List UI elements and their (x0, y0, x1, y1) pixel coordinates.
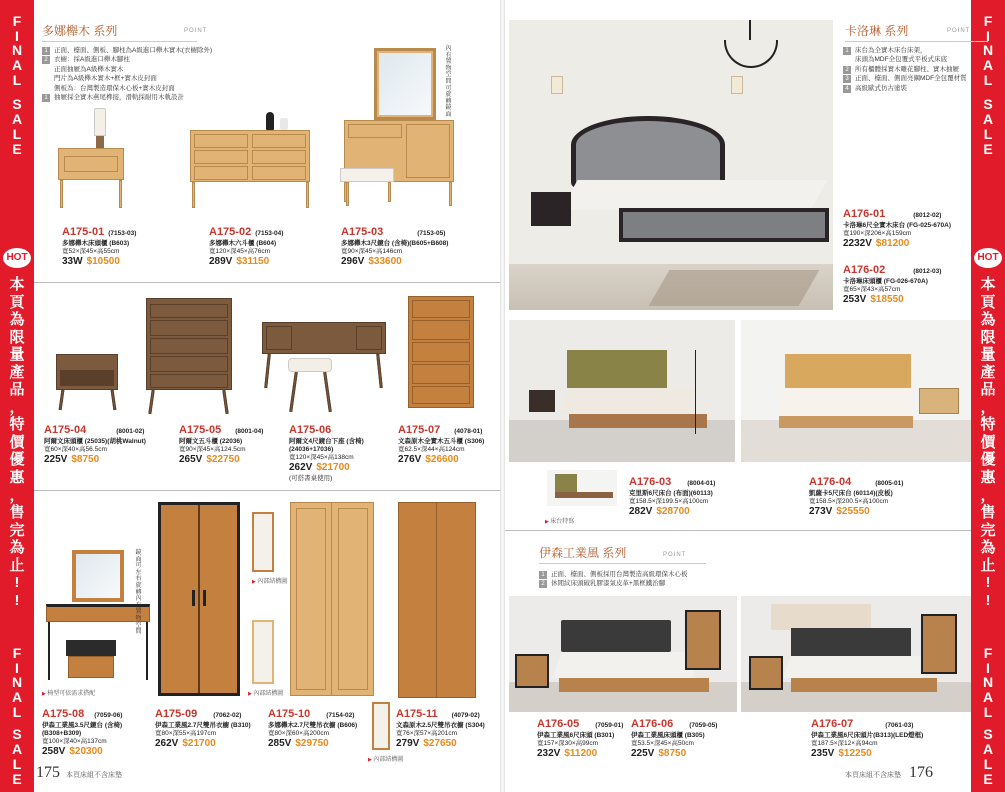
product-A176-07: A176-07 (7061-03) 伊森工業風6尺床頭片(B313)(LED燈框) 寬187.5×深12×高94cm 235V $12250 (811, 718, 924, 759)
mirror-side-note: 鏡面可左右旋轉內有置物空間 (135, 550, 142, 636)
inner-view-note: ▶ 內部結構圖 (252, 576, 287, 585)
wardrobe-interior-thumb (252, 512, 274, 572)
mirror-side-note: 內有置物空間可旋轉鏡面 (445, 46, 452, 118)
series-title: 卡洛琳 系列 (845, 24, 909, 38)
feature-item: 4 高級歐式仿古塗裝 (843, 84, 967, 93)
section-divider (34, 282, 500, 283)
ethan-led-bed-photo (741, 596, 971, 712)
feature-item: 3 正面、檯面、側面亮鋼MDF全包覆材質 (843, 74, 967, 83)
page-footer: 175 本頁床組不含床墊 (36, 764, 122, 781)
inner-view-note: ▶ 內部結構圖 (368, 754, 403, 763)
product-A175-02: A175-02 (7153-04) 多娜櫸木六斗櫃 (B604) 寬120×深45×高76cm 289V $31150 (209, 226, 284, 267)
right-page (505, 0, 971, 792)
feature-list (843, 46, 967, 93)
product-A175-10: A175-10 (7154-02) 多娜櫸木2.7尺雙吊衣櫥 (B606) 寬80×深60×高200cm 285V $29750 (268, 708, 358, 749)
page-footer: 本頁床組不含床墊 176 (845, 764, 933, 781)
hot-badge: HOT (974, 248, 1002, 268)
right-sale-banner (971, 0, 1005, 792)
product-A175-06: A175-06 阿爾文4尺鏡台下座 (含椅) (24036+17036) 寬120×深45×高138cm 262V $21700 (可搭書桌使用) (289, 424, 364, 482)
point-label: POINT (947, 28, 971, 34)
rack-note: ▶ 椅型可依需求搭配 (42, 688, 95, 697)
feature-item: 2 所有櫃體採實木雕花腳柱、實木抽屜 (843, 65, 967, 74)
feature-item: 2 衣櫥：採A級進口櫸木腳柱 正面抽屜為A級櫸木實木 門片為A級櫸木實木+框+實木皮封面 側板為：台灣製造環保木心板+實木皮封面 (42, 55, 252, 93)
wardrobe-interior-thumb (252, 620, 274, 684)
hot-badge: HOT (3, 248, 31, 268)
product-A175-05: A175-05 (8001-04) 阿爾文五斗櫃 (22036) 寬90×深45×高124.5cm 265V $22750 (179, 424, 264, 465)
product-A176-01: A176-01 (8012-02) 卡洛琳6尺全實木床台 (FG-025-670A) 寬190×深206×高159cm 2232V $81200 (843, 208, 951, 249)
final-sale-text-bottom: F I N A L S A L E (11, 645, 23, 787)
bed-frame-note: ▶ 床台特寫 (545, 516, 574, 525)
product-A176-05: A176-05 (7059-01) 伊森工業風6尺床頭 (B301) 寬157×深30×高99cm 232V $11200 (537, 718, 624, 759)
feature-item: 1 抽屜採全實木燕尾榫接，滑軌採耐用木軌設計 (42, 93, 252, 102)
left-page (34, 0, 500, 792)
product-A176-03: A176-03 (8004-01) 克里斯6尺床台 (布面)(60113) 寬158.5×深199.5×高100cm 282V $28700 (629, 476, 716, 517)
final-sale-text-top: F I N A L S A L E (11, 13, 23, 157)
feature-list (539, 570, 839, 589)
product-A175-09: A175-09 (7062-02) 伊森工業風2.7尺雙吊衣櫥 (B310) 寬80×深55×高197cm 262V $21700 (155, 708, 251, 749)
feature-item: 1 正面、檯面、側板、腳柱為A級進口櫸木實木(衣櫥除外) (42, 46, 252, 55)
caesar-bed-photo (741, 320, 971, 462)
caroline-bed-photo (509, 20, 833, 310)
ethan-bed-photo (509, 596, 737, 712)
series-title: 伊森工業風 系列 (539, 546, 627, 560)
product-A176-06: A176-06 (7059-05) 伊森工業風床頭櫃 (B305) 寬53.5×深45×高50cm 225V $8750 (631, 718, 718, 759)
product-A176-04: A176-04 (8005-01) 凱薩卡5尺床台 (60114)(皮板) 寬158.5×深200.5×高100cm 273V $25550 (809, 476, 904, 517)
product-A175-08: A175-08 (7059-06) 伊森工業風3.5尺鏡台 (含椅) (B308+B309) 寬100×深40×高137cm 258V $20300 (42, 708, 123, 758)
product-A175-04: A175-04 (8001-02) 阿爾文床頭櫃 (25035)(胡桃Walnut) 寬60×深40×高56.5cm 225V $8750 (44, 424, 146, 465)
product-A176-02: A176-02 (8012-03) 卡洛琳床頭櫃 (FG-026-670A) 寬65×深43×高57cm 253V $18550 (843, 264, 942, 305)
chris-bed-photo (509, 320, 735, 462)
feature-item: 1 床台為全實木床台床架， 床頭為MDF全包覆式平板式床底 (843, 46, 967, 65)
point-label: POINT (184, 28, 208, 34)
product-A175-01: A175-01 (7153-03) 多娜櫸木床頭櫃 (B603) 寬52×深45×高55cm 33W $10500 (62, 226, 137, 267)
limited-offer-text: 本 頁 為 限 量 產 品 ， 特 價 優 惠 ， 售 完 為 止 ! ! (980, 276, 996, 609)
feature-list (42, 46, 252, 103)
point-label: POINT (663, 552, 687, 558)
section-divider (34, 490, 500, 491)
final-sale-text-bottom: F I N A L S A L E (982, 645, 994, 787)
left-sale-banner (0, 0, 34, 792)
section-divider (505, 530, 971, 531)
final-sale-text-top: F I N A L S A L E (982, 13, 994, 157)
limited-offer-text: 本 頁 為 限 量 產 品 ， 特 價 優 惠 ， 售 完 為 止 ! ! (9, 276, 25, 609)
inner-view-note: ▶ 內部結構圖 (248, 688, 283, 697)
product-A175-07: A175-07 (4078-01) 文森原木全實木五斗櫃 (S306) 寬62.5×深44×高124cm 276V $26600 (398, 424, 485, 465)
feature-item: 1 正面、檯面、側板採用台灣製造高級環保木心板 (539, 570, 839, 579)
product-A175-11: A175-11 (4079-02) 文森原木2.5尺雙吊衣櫥 (S304) 寬76×深57×高201cm 279V $27650 (396, 708, 485, 749)
product-A175-03: A175-03 (7153-05) 多娜櫸木3尺鏡台 (含椅)(B605+B608) 寬90×深45×高146cm 296V $33600 (341, 226, 449, 267)
feature-item: 2 休閒紋床頭破乳膠漆氣皮革+黑框鐵治腳 (539, 579, 839, 588)
series-title: 多娜櫸木 系列 (42, 24, 118, 38)
